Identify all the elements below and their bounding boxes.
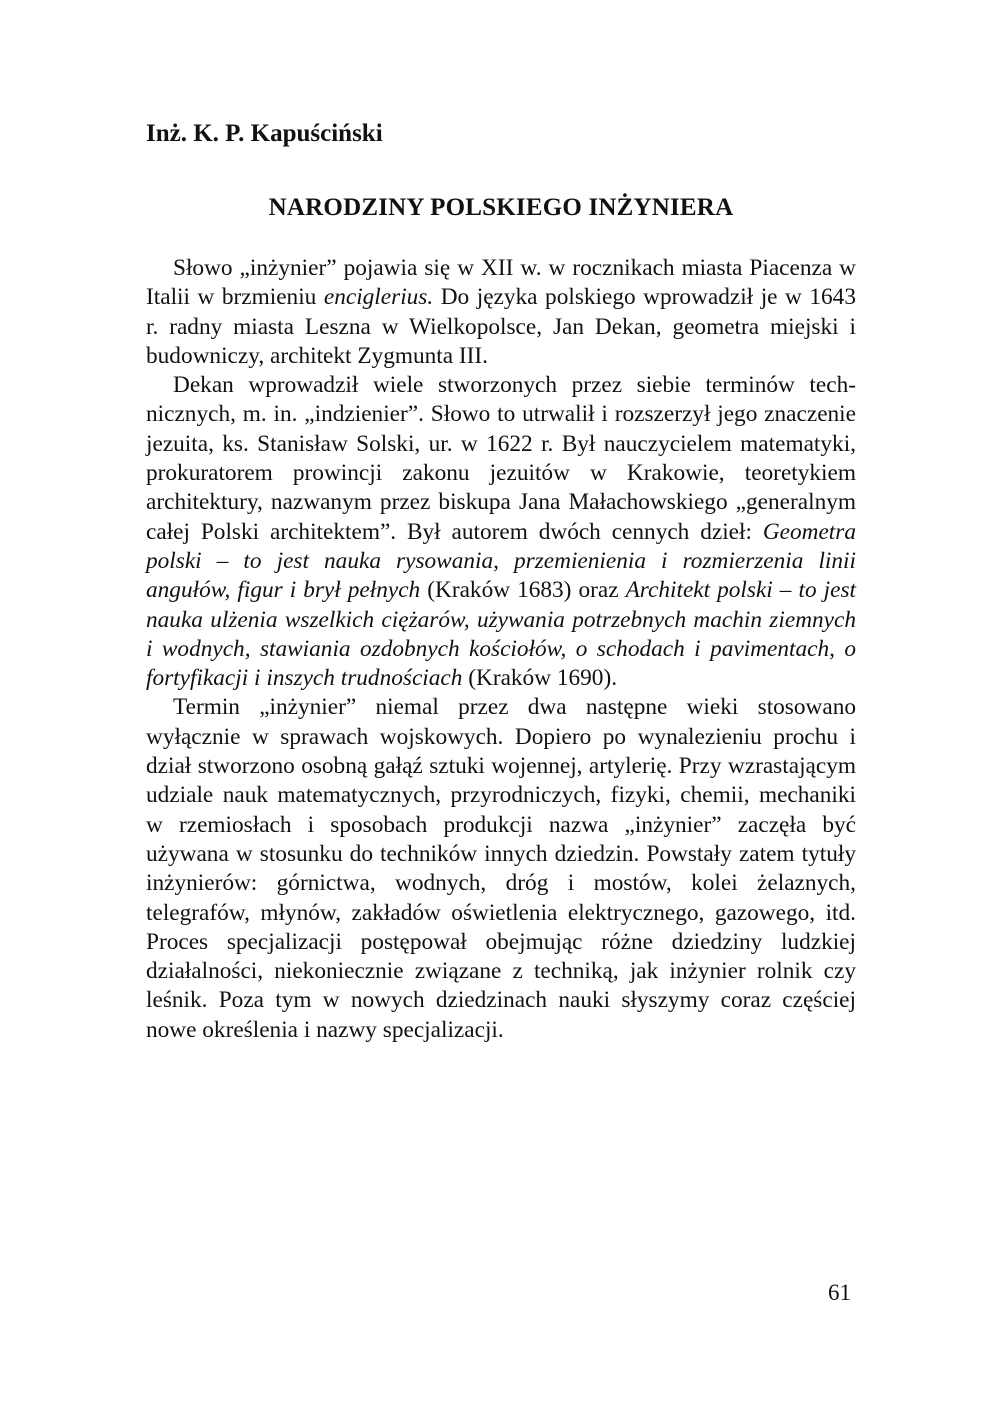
paragraph-2 — [146, 371, 856, 693]
paragraph-3 — [146, 693, 856, 1045]
article-title: NARODZINY POLSKIEGO INŻYNIERA — [268, 194, 734, 221]
text-segment: Dekan wprowadził wiele stworzonych przez siebie terminów technicznych, m. in. „indzienier”. Słowo to utrwalił i rozszerzył jego znaczenie jezuita, ks. Stanisław Solski, ur. w 1622 r. Był nauczycielem matematyki, prokuratorem prowincji zakonu jezuitów w Krakowie, teoretykiem architektury, nazwanym przez biskupa Jana Małachowskiego „generalnym całej Polski architektem”. Był autorem dwóch cennych dzieł: — [146, 372, 856, 545]
paragraph-1 — [146, 254, 856, 371]
book-title-italic: Architekt polski – to jest nauka ulżenia wszelkich ciężarów, używania potrzebnych machin ziemnych i wodnych, stawiania ozdobnych kościołów, o schodach i pavimentach, o fortyfikacji i inszych trudnościach — [146, 577, 856, 692]
page-number: 61 — [828, 1280, 851, 1305]
text-segment: Słowo „inżynier” pojawia się w XII w. w rocznikach miasta Piacenza w Italii w brzmieniu — [146, 255, 856, 311]
author-name: Inż. K. P. Kapuściński — [146, 120, 383, 147]
text-segment: Do języka polskiego wprowadził je w 1643 r. radny miasta Leszna w Wielkopolsce, Jan Dekan, geometra miejski i budowniczy, architekt Zygmunta III. — [146, 284, 856, 369]
text-segment: (Kraków 1690). — [462, 665, 618, 692]
text-segment: Termin „inżynier” niemal przez dwa następne wieki stosowano wyłącznie w sprawach wojskowych. Dopiero po wynalezieniu prochu i dział stworzono osobną gałąź sztuki wojennej, artylerię. Przy wzrastającym udziale nauk matematycznych, przyrodniczych, fizyki, chemii, mechaniki w rzemiosłach i sposobach produkcji nazwa „inżynier” zaczęła być używana w stosunku do techników innych dziedzin. Powstały zatem tytuły inżynierów: górnictwa, wodnych, dróg i mostów, kolei żelaznych, telegrafów, młynów, zakładów oświetlenia elektrycznego, gazowego, itd. Proces specjalizacji postępował obejmując różne dziedziny ludzkiej działalności, niekoniecznie związane z techniką, jak inżynier rolnik czy leśnik. Poza tym w nowych dziedzinach nauki słyszymy coraz częściej nowe określenia i nazwy specjalizacji. — [146, 694, 856, 1043]
book-title-italic: Geometra polski – to jest nauka rysowania, przemienienia i rozmierzenia linii angułów, figur i brył pełnych — [146, 518, 856, 604]
article-body — [146, 254, 856, 1045]
text-segment-italic: enciglerius. — [323, 284, 434, 311]
text-segment: (Kraków 1683) oraz — [420, 577, 626, 604]
